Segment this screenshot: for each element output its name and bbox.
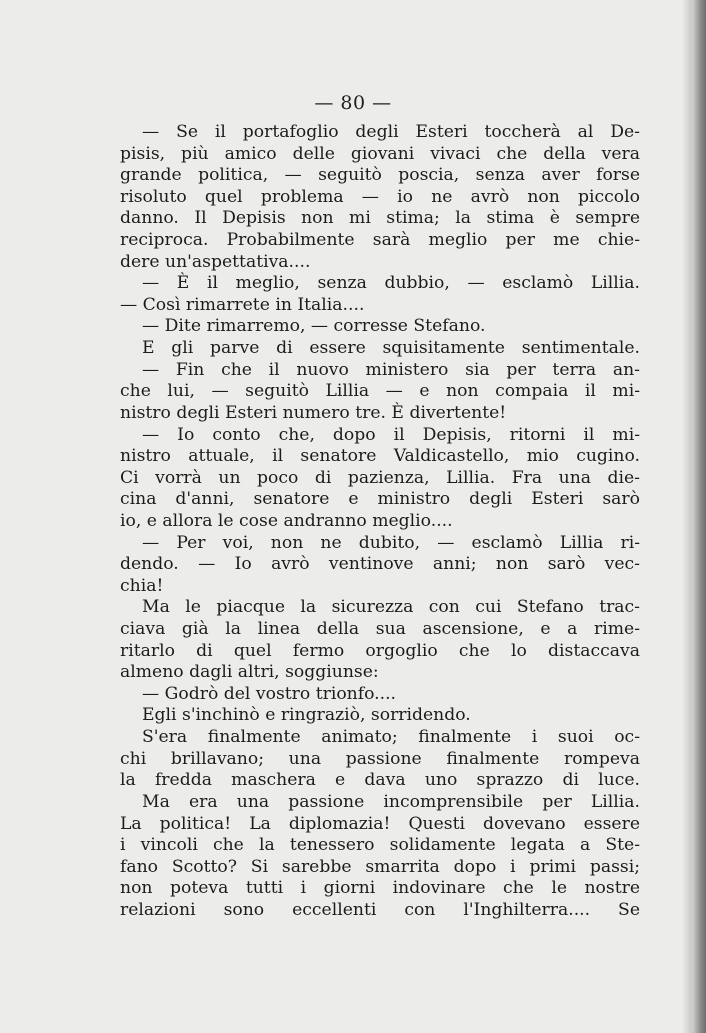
text-line: Ma era una passione incomprensibile per Lillia.	[142, 791, 640, 812]
text-line: chia!	[120, 575, 164, 596]
page-number: — 80 —	[314, 92, 392, 114]
text-line: Egli s'inchinò e ringraziò, sorridendo.	[142, 705, 471, 726]
text-line: — È il meglio, senza dubbio, — esclamò Lillia.	[142, 273, 640, 294]
text-line: — Io conto che, dopo il Depisis, ritorni il mi-	[142, 424, 640, 445]
text-line: che lui, — seguitò Lillia — e non compaia il mi-	[120, 381, 640, 402]
text-line: reciproca. Probabilmente sarà meglio per me chie-	[120, 230, 640, 251]
text-line: risoluto quel problema — io ne avrò non piccolo	[120, 186, 640, 207]
text-line: nistro attuale, il senatore Valdicastello, mio cugino.	[120, 446, 640, 467]
text-line: la fredda maschera e dava uno sprazzo di luce.	[120, 770, 640, 791]
text-line: fano Scotto? Si sarebbe smarrita dopo i primi passi;	[120, 856, 640, 877]
text-line: La politica! La diplomazia! Questi dovevano essere	[120, 813, 640, 834]
text-line: Ma le piacque la sicurezza con cui Stefano trac-	[142, 597, 640, 618]
text-line: grande politica, — seguitò poscia, senza aver forse	[120, 165, 640, 186]
text-line: danno. Il Depisis non mi stima; la stima è sempre	[120, 208, 640, 229]
text-line: — Per voi, non ne dubito, — esclamò Lillia ri-	[142, 532, 640, 553]
text-line: — Dite rimarremo, — corresse Stefano.	[142, 316, 486, 337]
text-line: non poteva tutti i giorni indovinare che le nostre	[120, 878, 640, 899]
text-line: i vincoli che la tenessero solidamente legata a Ste-	[120, 835, 640, 856]
text-line: — Se il portafoglio degli Esteri toccherà al De-	[142, 122, 640, 142]
text-line: — Fin che il nuovo ministero sia per terra an-	[142, 359, 640, 380]
text-line: relazioni sono eccellenti con l'Inghilterra.... Se	[120, 899, 640, 920]
text-line: cina d'anni, senatore e ministro degli Esteri sarò	[120, 489, 640, 510]
text-line: almeno dagli altri, soggiunse:	[120, 662, 379, 683]
body-text	[120, 122, 640, 922]
text-line: S'era finalmente animato; finalmente i suoi oc-	[142, 727, 640, 748]
text-line: dendo. — Io avrò ventinove anni; non sarò vec-	[120, 554, 640, 575]
text-line: io, e allora le cose andranno meglio....	[120, 510, 453, 531]
text-line: — Così rimarrete in Italia....	[120, 294, 365, 315]
text-line: dere un'aspettativa....	[120, 251, 311, 272]
text-line: ritarlo di quel fermo orgoglio che lo distaccava	[120, 640, 640, 661]
text-line: Ci vorrà un poco di pazienza, Lillia. Fra una die-	[120, 467, 640, 488]
page-gutter-shadow	[682, 0, 692, 1033]
text-line: pisis, più amico delle giovani vivaci che della vera	[120, 143, 640, 164]
text-line: chi brillavano; una passione finalmente rompeva	[120, 748, 640, 769]
text-line: — Godrò del vostro trionfo....	[142, 683, 397, 704]
text-line: E gli parve di essere squisitamente sentimentale.	[142, 338, 640, 359]
text-line: nistro degli Esteri numero tre. È divertente!	[120, 402, 507, 423]
page-edge	[692, 0, 706, 1033]
text-line: ciava già la linea della sua ascensione, e a rime-	[120, 619, 640, 640]
